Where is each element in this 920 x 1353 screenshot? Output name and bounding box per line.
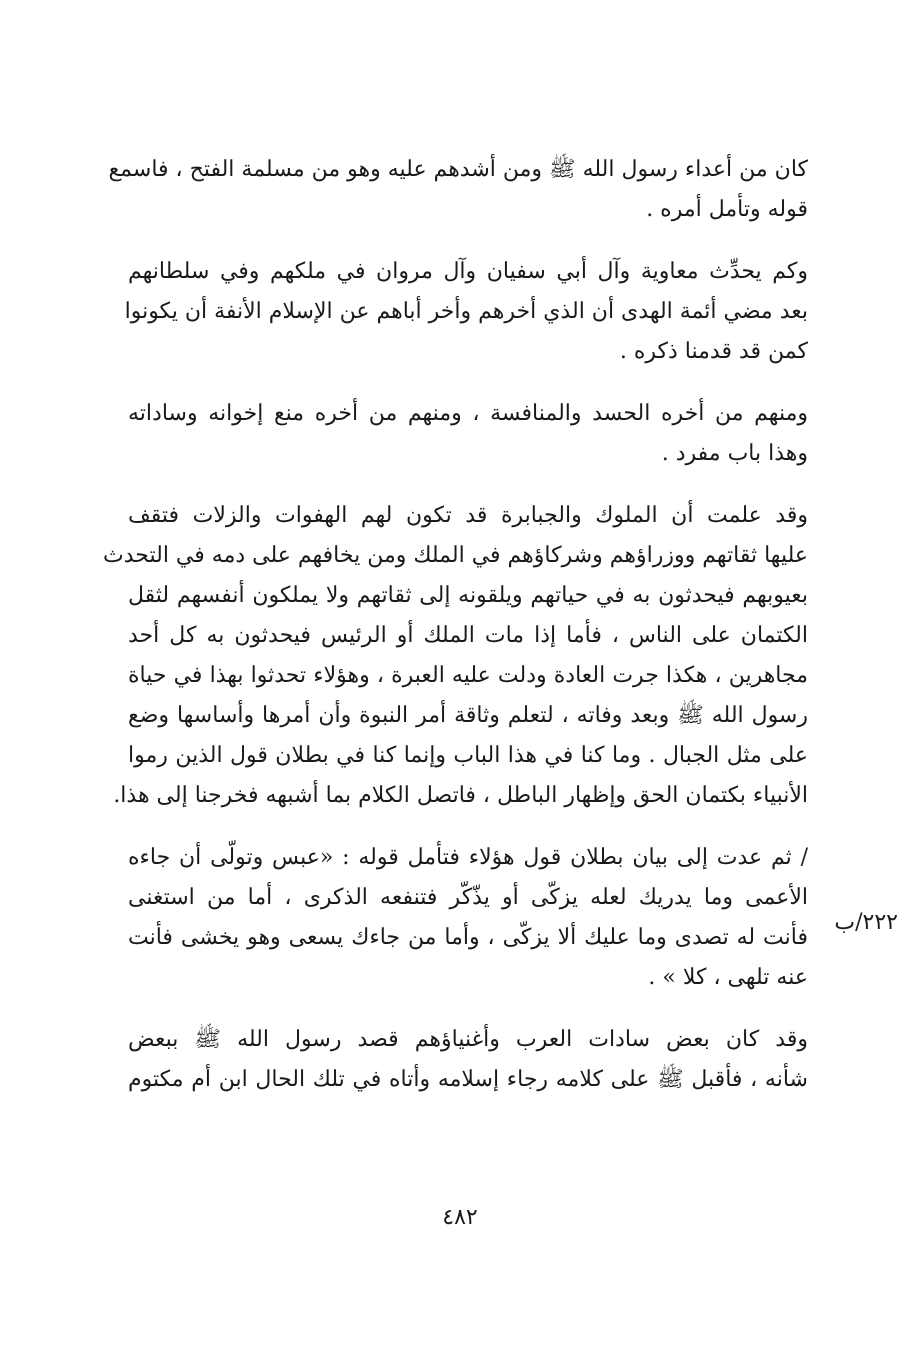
- paragraph-1: [108, 150, 808, 230]
- text-line: وهذا باب مفرد .: [661, 441, 808, 466]
- paragraph-5: [128, 838, 808, 998]
- text-line: رسول الله ﷺ وبعد وفاته ، لتعلم وثاقة أمر النبوة وأن أمرها وأساسها وضع: [128, 703, 808, 728]
- text-line: وقد علمت أن الملوك والجبابرة قد تكون لهم الهفوات والزلات فتقف: [128, 503, 808, 528]
- text-line: كمن قد قدمنا ذكره .: [619, 339, 808, 364]
- text-line: شأنه ، فأقبل ﷺ على كلامه رجاء إسلامه وأتاه في تلك الحال ابن أم مكتوم: [128, 1067, 808, 1092]
- page-body: [103, 150, 808, 1122]
- paragraph-4: [103, 496, 808, 816]
- manuscript-folio-note: ٢٢٢/ب: [834, 910, 898, 935]
- text-line: ومنهم من أخره الحسد والمنافسة ، ومنهم من أخره منع إخوانه وساداته: [128, 401, 808, 426]
- paragraph-3: [128, 394, 808, 474]
- paragraph-2: [124, 252, 808, 372]
- text-line: على مثل الجبال . وما كنا في هذا الباب وإنما كنا في بطلان قول الذين رموا: [128, 743, 808, 768]
- paragraph-6: [128, 1020, 808, 1100]
- text-line: وقد كان بعض سادات العرب وأغنياؤهم قصد رسول الله ﷺ ببعض: [128, 1027, 808, 1052]
- text-line: قوله وتأمل أمره .: [646, 197, 808, 222]
- text-line: / ثم عدت إلى بيان بطلان قول هؤلاء فتأمل قوله : «عبس وتولّى أن جاءه: [128, 845, 808, 870]
- text-line: الأنبياء بكتمان الحق وإظهار الباطل ، فاتصل الكلام بما أشبهه فخرجنا إلى هذا.: [113, 783, 808, 808]
- page-number: ٤٨٢: [442, 1205, 478, 1230]
- text-line: كان من أعداء رسول الله ﷺ ومن أشدهم عليه وهو من مسلمة الفتح ، فاسمع: [108, 157, 808, 182]
- text-line: الأعمى وما يدريك لعله يزكّى أو يذّكّر فتنفعه الذكرى ، أما من استغنى: [128, 885, 808, 910]
- text-line: بعد مضي أئمة الهدى أن الذي أخرهم وأخر أباهم عن الإسلام الأنفة أن يكونوا: [124, 299, 808, 324]
- text-line: عليها ثقاتهم ووزراؤهم وشركاؤهم في الملك ومن يخافهم على دمه في التحدث: [103, 543, 808, 568]
- text-line: الكتمان على الناس ، فأما إذا مات الملك أو الرئيس فيحدثون به كل أحد: [128, 623, 808, 648]
- text-line: فأنت له تصدى وما عليك ألا يزكّى ، وأما من جاءك يسعى وهو يخشى فأنت: [128, 925, 808, 950]
- text-line: بعيوبهم فيحدثون به في حياتهم ويلقونه إلى ثقاتهم ولا يملكون أنفسهم لثقل: [128, 583, 808, 608]
- text-line: مجاهرين ، هكذا جرت العادة ودلت عليه العبرة ، وهؤلاء تحدثوا بهذا في حياة: [128, 663, 808, 688]
- text-line: عنه تلهى ، كلا » .: [648, 965, 808, 990]
- text-line: وكم يحدِّث معاوية وآل أبي سفيان وآل مروان في ملكهم وفي سلطانهم: [128, 259, 808, 284]
